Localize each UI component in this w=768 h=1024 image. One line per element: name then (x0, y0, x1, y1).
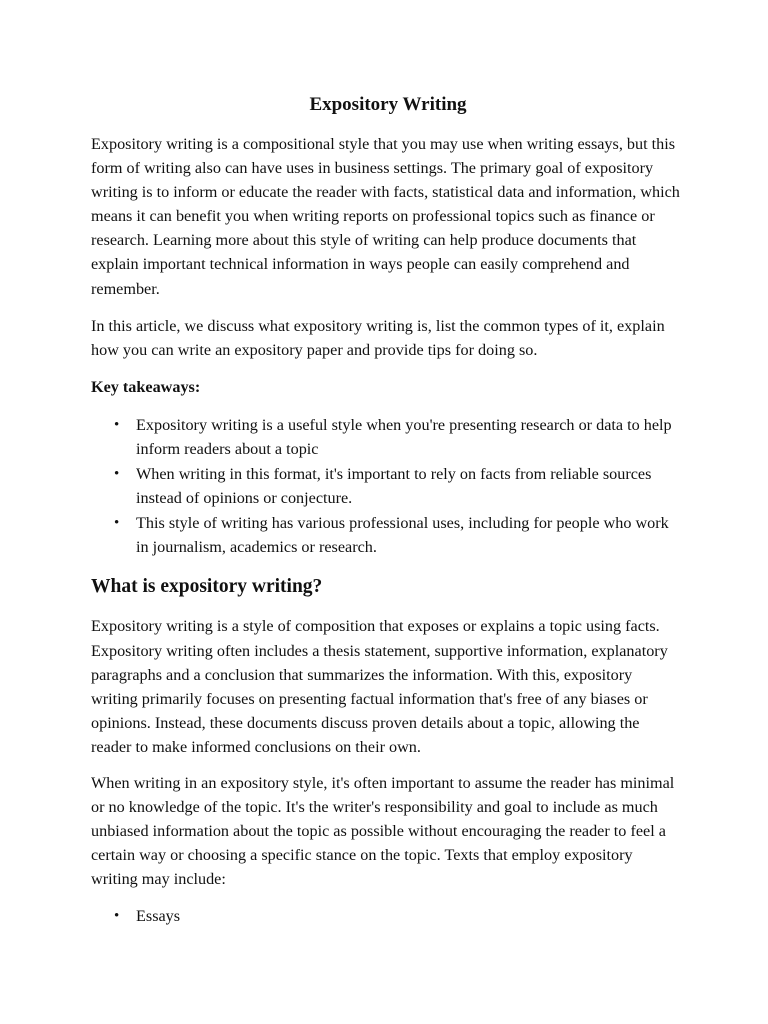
bullet-icon: • (114, 416, 120, 433)
list-item-text: When writing in this format, it's important to rely on facts from reliable sources instead of opinions or conjecture. (136, 465, 652, 508)
list-item-text: This style of writing has various professional uses, including for people who work in journalism, academics or research. (136, 514, 669, 557)
section-heading: What is expository writing? (91, 576, 323, 598)
bullet-icon: • (114, 515, 120, 532)
list-item (91, 413, 681, 461)
document-page (91, 92, 681, 929)
list-item-text: Expository writing is a useful style when you're presenting research or data to help inform readers about a topic (136, 415, 672, 458)
section-paragraph-1: Expository writing is a style of composition that exposes or explains a topic using facts. Expository writing often includes a thesis statement, supportive information, explanatory paragraphs and a conclusion that summarizes the information. With this, expository writing primarily focuses on presenting factual information that's free of any biases or opinions. Instead, these documents discuss proven details about a topic, allowing the reader to make informed conclusions on their own. (91, 617, 668, 756)
list-item (91, 511, 681, 559)
list-item (91, 904, 681, 928)
section-paragraph-2: When writing in an expository style, it's often important to assume the reader has minimal or no knowledge of the topic. It's the writer's responsibility and goal to include as much unbiased information about the topic as possible without encouraging the reader to feel a certain way or choosing a specific stance on the topic. Texts that employ expository writing may include: (91, 773, 675, 889)
text-types-list (91, 904, 681, 928)
article-overview-paragraph: In this article, we discuss what expository writing is, list the common types of it, explain how you can write an expository paper and provide tips for doing so. (91, 316, 665, 359)
key-takeaways-list (91, 413, 681, 560)
document-title: Expository Writing (309, 94, 467, 115)
list-item-text: Essays (136, 907, 181, 926)
intro-paragraph: Expository writing is a compositional style that you may use when writing essays, but this form of writing also can have uses in business settings. The primary goal of expository writing is to inform or educate the reader with facts, statistical data and information, which means it can benefit you when writing reports on professional topics such as finance or research. Learning more about this style of writing can help produce documents that explain important technical information in ways people can easily comprehend and remember. (91, 135, 680, 298)
key-takeaways-heading: Key takeaways: (91, 377, 201, 396)
bullet-icon: • (114, 466, 120, 483)
bullet-icon: • (114, 908, 120, 925)
list-item (91, 462, 681, 510)
